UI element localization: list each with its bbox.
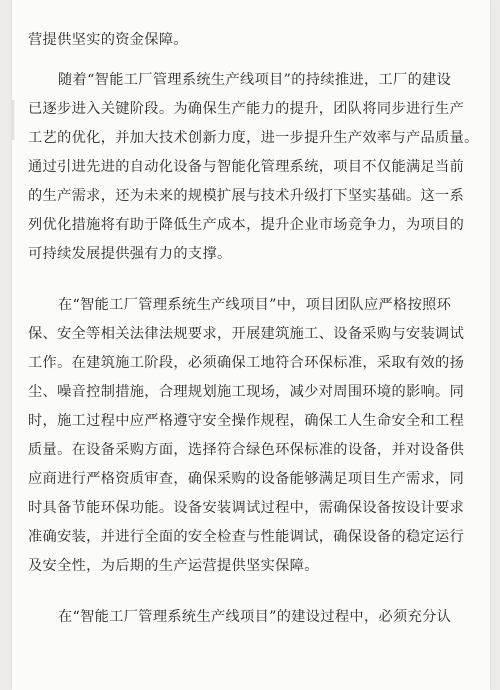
text-line: 及安全性，为后期的生产运营提供坚实保障。: [28, 558, 319, 574]
text-line: 工艺的优化，并加大技术创新力度，进一步提升生产效率与产品质量。: [28, 130, 479, 146]
document-page: [12, 0, 490, 690]
text-line: 在“智能工厂管理系统生产线项目”的建设过程中，必须充分认: [58, 609, 452, 625]
text-line: 质量。在设备采购方面，选择符合绿色环保标准的设备，并对设备供: [28, 442, 465, 458]
text-line: 时具备节能环保功能。设备安装调试过程中，需确保设备按设计要求: [28, 500, 465, 516]
text-line: 工作。在建筑施工阶段，必须确保工地符合环保标准，采取有效的扬: [28, 355, 465, 371]
text-line: 保、安全等相关法律法规要求，开展建筑施工、设备采购与安装调试: [28, 326, 465, 342]
text-line: 可持续发展提供强有力的支撑。: [28, 246, 232, 262]
text-line: 已逐步进入关键阶段。为确保生产能力的提升，团队将同步进行生产: [28, 101, 465, 117]
text-line: 时，施工过程中应严格遵守安全操作规程，确保工人生命安全和工程: [28, 413, 465, 429]
text-line: 随着“智能工厂管理系统生产线项目”的持续推进，工厂的建设: [58, 72, 452, 88]
text-line: 列优化措施将有助于降低生产成本，提升企业市场竞争力，为项目的: [28, 217, 465, 233]
text-line: 应商进行严格资质审查，确保采购的设备能够满足项目生产需求，同: [28, 471, 465, 487]
text-line: 的生产需求，还为未来的规模扩展与技术升级打下坚实基础。这一系: [28, 188, 465, 204]
text-line: 在“智能工厂管理系统生产线项目”中，项目团队应严格按照环: [58, 297, 452, 313]
text-line: 尘、噪音控制措施，合理规划施工现场，减少对周围环境的影响。同: [28, 384, 465, 400]
text-line: 营提供坚实的资金保障。: [28, 32, 188, 48]
text-line: 准确安装，并进行全面的安全检查与性能调试，确保设备的稳定运行: [28, 529, 465, 545]
page-fold-shadow: [12, 100, 15, 140]
text-line: 通过引进先进的自动化设备与智能化管理系统，项目不仅能满足当前: [28, 159, 465, 175]
